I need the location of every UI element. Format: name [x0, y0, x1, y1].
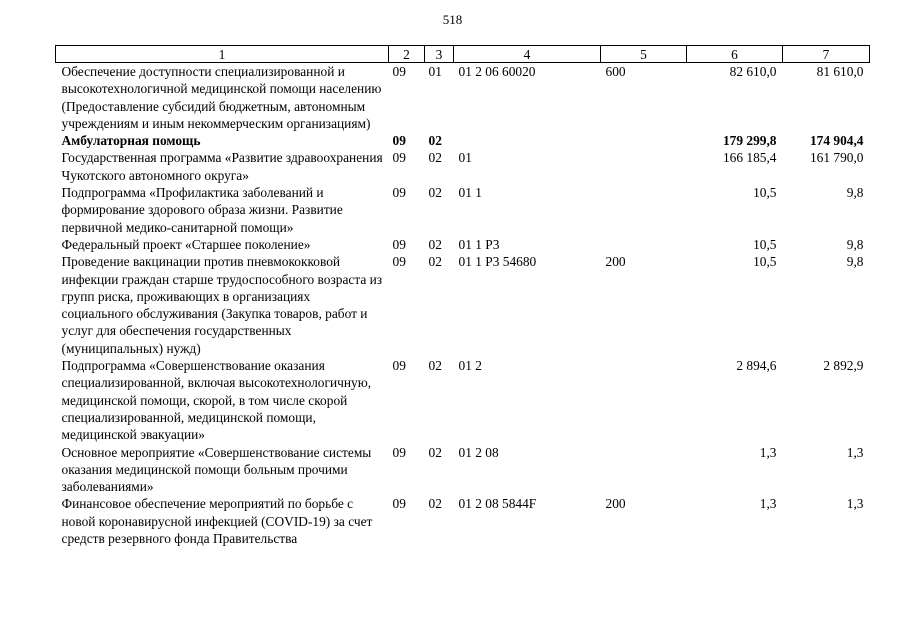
budget-table: [55, 45, 870, 547]
section-code: 09: [392, 496, 406, 512]
subsection-code: 02: [428, 236, 442, 252]
amount-year-1: 10,5: [753, 236, 777, 252]
column-header-1: 1: [56, 46, 389, 63]
target-article-code: [454, 132, 601, 149]
header-row: [56, 46, 870, 63]
subsection-code: 02: [428, 150, 442, 166]
expense-type-code: [601, 444, 687, 496]
expense-type-code: 200: [605, 254, 626, 270]
target-article-code: 01 1 P3: [458, 236, 500, 252]
table-row: [56, 132, 870, 149]
amount-year-1: 179 299,8: [722, 133, 777, 149]
section-code: 09: [392, 185, 406, 201]
target-article-code: 01 1 P3 54680: [458, 254, 537, 270]
table-row: [56, 236, 870, 253]
expense-type-code: 600: [605, 64, 626, 79]
section-code: 09: [392, 236, 406, 252]
table-row: [56, 253, 870, 357]
row-name: Федеральный проект «Старшее поколение»: [61, 236, 311, 252]
expense-type-code: [601, 132, 687, 149]
table-row: [56, 149, 870, 184]
expense-type-code: 200: [605, 496, 626, 512]
row-name: Подпрограмма «Профилактика заболеваний и формирование здорового образа жизни. Развитие первичной медико-санитарной помощи»: [61, 185, 343, 235]
row-name: Амбулаторная помощь: [61, 133, 201, 149]
subsection-code: 02: [428, 254, 442, 270]
row-name: Обеспечение доступности специализированной и высокотехнологичной медицинской помощи населению (Предоставление субсидий бюджетным, автономным учреждениям и иным некоммерческим организациям): [61, 64, 382, 131]
section-code: 09: [392, 64, 406, 79]
subsection-code: 02: [428, 133, 442, 149]
row-name: Подпрограмма «Совершенствование оказания специализированной, включая высокотехнологичную, медицинской помощи, скорой, в том числе скорой специализированной, медицинской помощи, медицинской эвакуации»: [61, 358, 372, 443]
row-name: Проведение вакцинации против пневмококковой инфекции граждан старше трудоспособного возраста из групп риска, проживающих в организациях социального обслуживания (Закупка товаров, работ и услуг для обеспечения государственных (муниципальных) нужд): [61, 254, 383, 356]
table-row: [56, 184, 870, 236]
expense-type-code: [601, 236, 687, 253]
section-code: 09: [392, 444, 406, 460]
column-header-2: 2: [389, 46, 425, 63]
amount-year-2: 9,8: [846, 236, 864, 252]
amount-year-2: 81 610,0: [816, 64, 864, 79]
subsection-code: 02: [428, 496, 442, 512]
amount-year-2: 2 892,9: [823, 358, 864, 374]
row-name: Финансовое обеспечение мероприятий по борьбе с новой коронавирусной инфекцией (COVID-19) за счет средств резервного фонда Правительства: [61, 496, 373, 547]
target-article-code: 01 2 08: [458, 444, 499, 460]
subsection-code: 02: [428, 358, 442, 374]
amount-year-2: 161 790,0: [809, 150, 864, 166]
expense-type-code: [601, 357, 687, 443]
subsection-code: 02: [428, 185, 442, 201]
target-article-code: 01 1: [458, 185, 482, 201]
table-row: [56, 357, 870, 443]
amount-year-2: 1,3: [846, 444, 864, 460]
amount-year-2: 1,3: [846, 496, 864, 512]
amount-year-1: 166 185,4: [722, 150, 777, 166]
subsection-code: 01: [428, 64, 442, 79]
section-code: 09: [392, 133, 406, 149]
expense-type-code: [601, 184, 687, 236]
column-header-7: 7: [783, 46, 870, 63]
column-header-6: 6: [687, 46, 783, 63]
amount-year-1: 2 894,6: [736, 358, 777, 374]
row-name: Государственная программа «Развитие здравоохранения Чукотского автономного округа»: [61, 150, 383, 183]
column-header-3: 3: [425, 46, 454, 63]
amount-year-1: 1,3: [759, 444, 777, 460]
table-row: [56, 63, 870, 133]
target-article-code: 01 2 08 5844F: [458, 496, 537, 512]
amount-year-1: 10,5: [753, 185, 777, 201]
subsection-code: 02: [428, 444, 442, 460]
amount-year-1: 10,5: [753, 254, 777, 270]
amount-year-2: 9,8: [846, 254, 864, 270]
amount-year-2: 174 904,4: [809, 133, 864, 149]
table-row: [56, 495, 870, 547]
amount-year-1: 1,3: [759, 496, 777, 512]
target-article-code: 01 2: [458, 358, 482, 374]
page-number: 518: [442, 12, 463, 27]
expense-type-code: [601, 149, 687, 184]
amount-year-1: 82 610,0: [729, 64, 777, 79]
target-article-code: 01 2 06 60020: [458, 64, 536, 79]
target-article-code: 01: [458, 150, 472, 166]
amount-year-2: 9,8: [846, 185, 864, 201]
column-header-4: 4: [454, 46, 601, 63]
table-body: [56, 63, 870, 548]
section-code: 09: [392, 150, 406, 166]
row-name: Основное мероприятие «Совершенствование системы оказания медицинской помощи больным прочими заболеваниями»: [61, 444, 372, 495]
section-code: 09: [392, 254, 406, 270]
column-header-5: 5: [601, 46, 687, 63]
section-code: 09: [392, 358, 406, 374]
table-row: [56, 444, 870, 496]
